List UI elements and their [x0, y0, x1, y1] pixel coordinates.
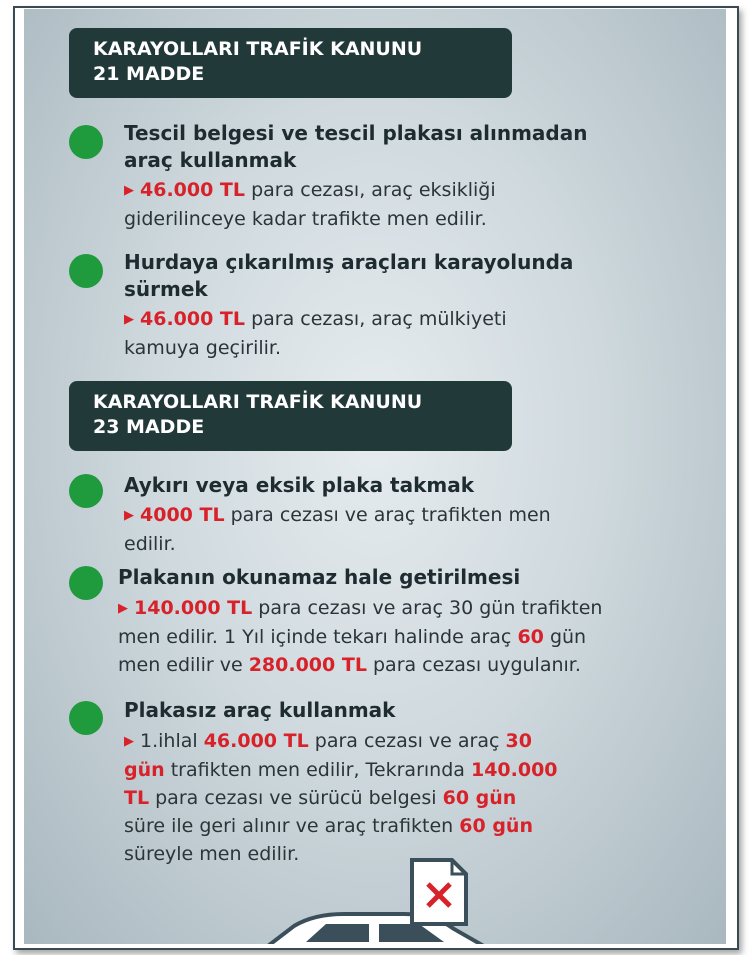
item-description: ▶ 4000 TL para cezası ve araç trafikten men edilir. — [124, 504, 551, 555]
triangle-bullet-icon: ▶ — [118, 601, 128, 616]
section-header-23 — [69, 381, 512, 451]
item-description: ▶ 46.000 TL para cezası, araç mülkiyeti kamuya geçirilir. — [124, 308, 507, 359]
header-line1: KARAYOLLARI TRAFİK KANUNU — [93, 391, 423, 413]
triangle-bullet-icon: ▶ — [124, 508, 134, 523]
item-description: ▶ 46.000 TL para cezası, araç eksikliği giderilinceye kadar trafikte men edilir. — [124, 179, 496, 230]
item-title: Hurdaya çıkarılmış araçları karayolunda sürmek — [124, 250, 574, 301]
header-line2: 23 MADDE — [93, 416, 205, 438]
infographic-poster — [24, 9, 726, 944]
triangle-bullet-icon: ▶ — [124, 183, 134, 198]
triangle-bullet-icon: ▶ — [124, 312, 134, 327]
document-x-icon — [412, 860, 466, 924]
item-title: Aykırı veya eksik plaka takmak — [124, 473, 475, 497]
fine-amount: 46.000 TL — [140, 179, 246, 201]
fine-amount: 140.000 TL — [134, 597, 253, 619]
bullet-dot-icon — [69, 254, 103, 288]
bullet-dot-icon — [69, 474, 103, 508]
header-line2: 21 MADDE — [93, 63, 205, 85]
bullet-dot-icon — [69, 701, 103, 735]
bullet-dot-icon — [69, 566, 103, 600]
car-illustration — [254, 854, 504, 944]
header-line1: KARAYOLLARI TRAFİK KANUNU — [93, 38, 423, 60]
fine-amount: 46.000 TL — [140, 308, 246, 330]
item-title: Plakanın okunamaz hale getirilmesi — [118, 565, 521, 589]
fine-amount: 4000 TL — [140, 504, 225, 526]
item-description: ▶ 140.000 TL para cezası ve araç 30 gün trafikten men edilir. 1 Yıl içinde tekarı halinde araç 60 gün men edilir ve 280.000 TL para cezası uygulanır. — [118, 597, 603, 676]
triangle-bullet-icon: ▶ — [124, 734, 134, 749]
item-description: ▶ 1.ihlal 46.000 TL para cezası ve araç 30 gün trafikten men edilir, Tekrarında 140.000 TL para cezası ve sürücü belgesi 60 gün süre ile geri alınır ve araç trafikten 60 gün süreyle men edilir. — [124, 730, 558, 865]
bullet-dot-icon — [69, 125, 103, 159]
item-title: Tescil belgesi ve tescil plakası alınmadan araç kullanmak — [124, 121, 588, 172]
section-header-21 — [69, 28, 512, 98]
item-title: Plakasız araç kullanmak — [124, 698, 396, 722]
